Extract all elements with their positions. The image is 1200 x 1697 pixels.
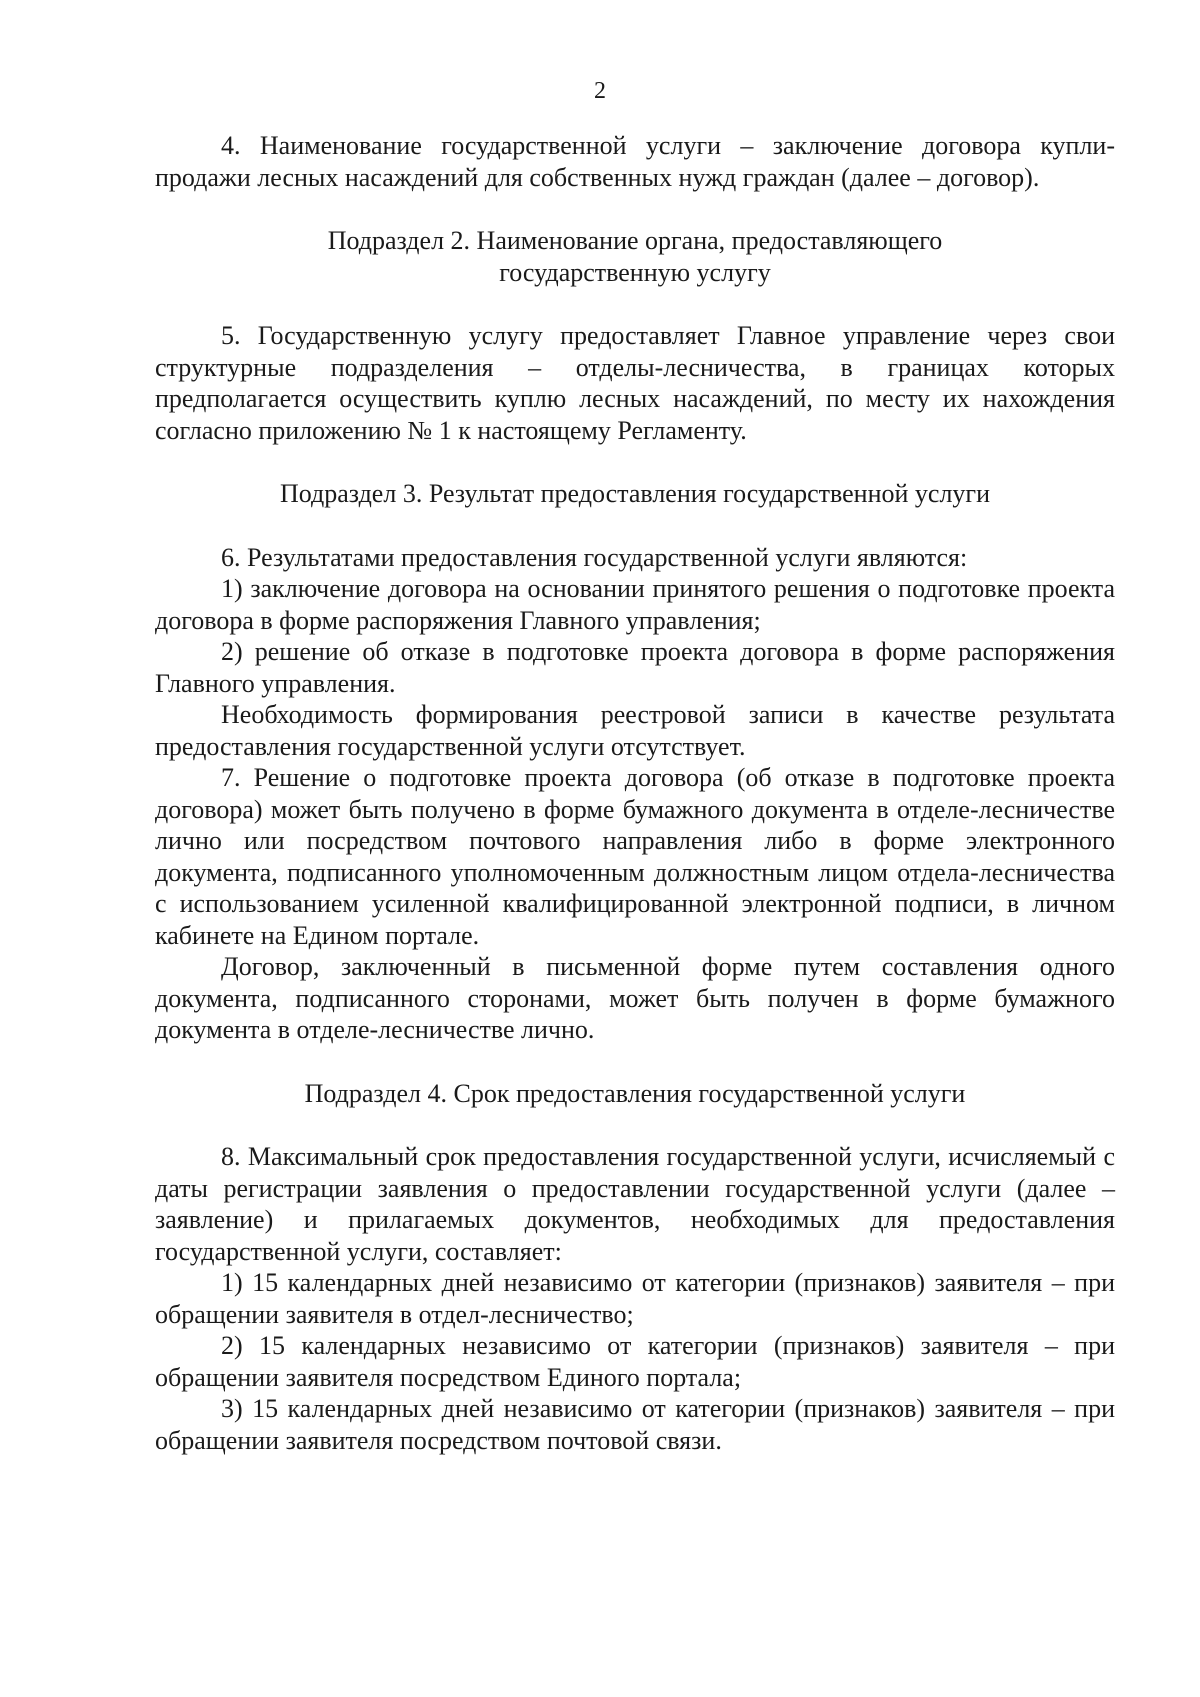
paragraph-6-item-1: 1) заключение договора на основании принятого решения о подготовке проекта договора в форме распоряжения Главного управления; (155, 574, 1115, 635)
paragraph-8-item-1: 1) 15 календарных дней независимо от категории (признаков) заявителя – при обращении заявителя в отдел-лесничество; (155, 1268, 1115, 1329)
subsection-2-heading (155, 225, 1115, 288)
paragraph-4: 4. Наименование государственной услуги – заключение договора купли-продажи лесных насаждений для собственных нужд граждан (далее – договор). (155, 131, 1115, 192)
paragraph-6: 6. Результатами предоставления государственной услуги являются: (221, 542, 968, 572)
paragraph-7: 7. Решение о подготовке проекта договора (об отказе в подготовке проекта договора) может быть получено в форме бумажного документа в отделе-лесничестве лично или посредством почтового направления либо в форме электронного документа, подписанного уполномоченным должностным лицом отдела-лесничества с использованием усиленной квалифицированной электронной подписи, в личном кабинете на Едином портале. (155, 763, 1115, 950)
heading-line: Подраздел 3. Результат предоставления государственной услуги (279, 479, 991, 508)
subsection-3-heading (155, 478, 1115, 510)
paragraph-5: 5. Государственную услугу предоставляет Главное управление через свои структурные подразделения – отделы-лесничества, в границах которых предполагается осуществить куплю лесных насаждений, по месту их нахождения согласно приложению № 1 к настоящему Регламенту. (155, 321, 1115, 445)
paragraph-8-item-2: 2) 15 календарных независимо от категории (признаков) заявителя – при обращении заявителя посредством Единого портала; (155, 1331, 1115, 1392)
paragraph-6-item-2: 2) решение об отказе в подготовке проекта договора в форме распоряжения Главного управления. (155, 637, 1115, 698)
heading-line: Подраздел 2. Наименование органа, предоставляющего (327, 226, 943, 255)
heading-line: Подраздел 4. Срок предоставления государственной услуги (304, 1078, 966, 1108)
document-body (155, 130, 1115, 1456)
paragraph-8-item-3: 3) 15 календарных дней независимо от категории (признаков) заявителя – при обращении заявителя посредством почтовой связи. (155, 1394, 1115, 1455)
heading-line: государственную услугу (499, 257, 771, 287)
page-number: 2 (594, 78, 606, 104)
paragraph-8: 8. Максимальный срок предоставления государственной услуги, исчисляемый с даты регистрации заявления о предоставлении государственной услуги (далее – заявление) и прилагаемых документов, необходимых для предоставления государственной услуги, составляет: (155, 1142, 1115, 1266)
subsection-4-heading (155, 1078, 1115, 1110)
paragraph-contract-note: Договор, заключенный в письменной форме путем составления одного документа, подписанного сторонами, может быть получен в форме бумажного документа в отделе-лесничестве лично. (155, 952, 1115, 1044)
paragraph-registry-note: Необходимость формирования реестровой записи в качестве результата предоставления государственной услуги отсутствует. (155, 700, 1115, 761)
